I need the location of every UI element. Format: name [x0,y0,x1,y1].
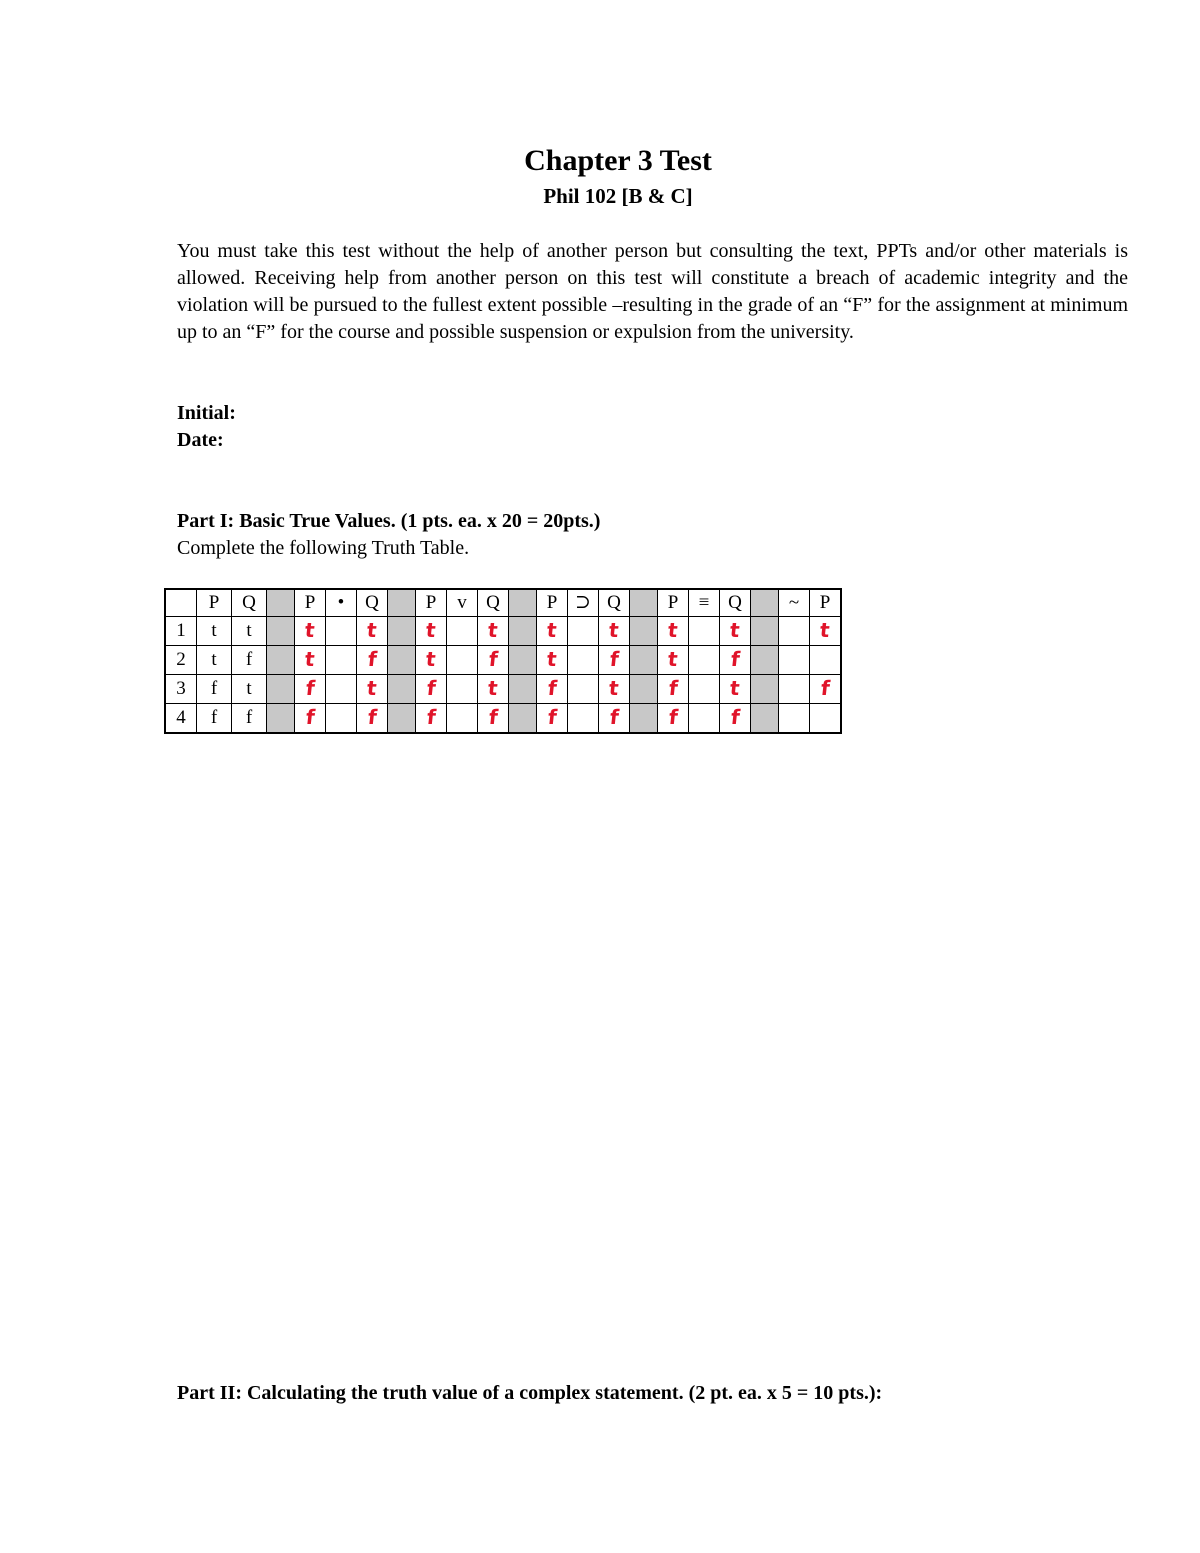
integrity-notice: You must take this test without the help of another person but consulting the text, PPTs and/or other materials is allowed. Receiving help from another person on this test will constitute a breach of academic integrity and the violation will be pursued to the fullest extent possible –resulting in the grade of an “F” for the assignment at minimum up to an “F” for the course and possible suspension or expulsion from the university. [177,240,1128,343]
answer-cell[interactable] [537,704,568,734]
course-subtitle: Phil 102 [B & C] [543,184,693,208]
handwritten-answer: t [424,647,438,671]
answer-cell[interactable] [357,617,388,646]
cell-q: t [232,675,267,704]
handwritten-answer: t [303,647,317,671]
shaded-separator [751,646,779,675]
header-cell [165,589,197,617]
handwritten-answer: f [425,676,437,700]
answer-cell[interactable] [810,704,842,734]
blank-cell[interactable] [568,646,599,675]
part1-heading: Part I: Basic True Values. (1 pts. ea. x 20 = 20pts.) [177,510,601,532]
header-cell: ~ [779,589,810,617]
blank-cell[interactable] [326,675,357,704]
answer-cell[interactable] [720,704,751,734]
shaded-separator [388,589,416,617]
blank-cell[interactable] [779,646,810,675]
answer-cell[interactable] [599,646,630,675]
handwritten-answer: f [608,647,620,671]
truth-table-row [165,675,841,704]
row-number: 4 [165,704,197,734]
answer-cell[interactable] [599,675,630,704]
cell-p: f [197,675,232,704]
blank-cell[interactable] [326,617,357,646]
shaded-separator [630,617,658,646]
cell-q: f [232,704,267,734]
header-cell: ⊃ [568,589,599,617]
answer-cell[interactable] [478,646,509,675]
handwritten-answer: t [666,618,680,642]
header-cell: Q [357,589,388,617]
answer-cell[interactable] [537,675,568,704]
blank-cell[interactable] [779,617,810,646]
answer-cell[interactable] [357,675,388,704]
header-cell: v [447,589,478,617]
cell-q: t [232,617,267,646]
shaded-separator [267,617,295,646]
header-cell: Q [478,589,509,617]
blank-cell[interactable] [689,646,720,675]
handwritten-answer: f [546,676,558,700]
header-cell: • [326,589,357,617]
shaded-separator [630,704,658,734]
answer-cell[interactable] [295,617,326,646]
handwritten-answer: t [486,676,500,700]
initial-label: Initial: [177,402,236,424]
cell-q: f [232,646,267,675]
blank-cell[interactable] [568,704,599,734]
row-number: 3 [165,675,197,704]
shaded-separator [751,675,779,704]
header-cell: ≡ [689,589,720,617]
answer-cell[interactable] [295,675,326,704]
handwritten-answer: f [366,647,378,671]
handwritten-answer: t [303,618,317,642]
shaded-separator [267,704,295,734]
row-number: 1 [165,617,197,646]
handwritten-answer: t [607,676,621,700]
truth-table-row [165,617,841,646]
answer-cell[interactable] [416,617,447,646]
blank-cell[interactable] [447,646,478,675]
row-number: 2 [165,646,197,675]
handwritten-answer: t [666,647,680,671]
answer-cell[interactable] [295,704,326,734]
shaded-separator [509,646,537,675]
blank-cell[interactable] [447,704,478,734]
cell-p: t [197,646,232,675]
shaded-separator [630,646,658,675]
shaded-separator [630,675,658,704]
header-cell: P [537,589,568,617]
date-label: Date: [177,429,224,451]
answer-cell[interactable] [658,704,689,734]
handwritten-answer: f [608,705,620,729]
shaded-separator [509,617,537,646]
truth-table-row [165,646,841,675]
blank-cell[interactable] [689,675,720,704]
blank-cell[interactable] [447,675,478,704]
answer-cell[interactable] [478,617,509,646]
answer-cell[interactable] [810,675,842,704]
answer-cell[interactable] [478,704,509,734]
cell-p: t [197,617,232,646]
answer-cell[interactable] [658,646,689,675]
shaded-separator [509,675,537,704]
cell-p: f [197,704,232,734]
answer-cell[interactable] [810,646,842,675]
shaded-separator [267,589,295,617]
header-cell: Q [232,589,267,617]
truth-table-row [165,704,841,734]
blank-cell[interactable] [326,646,357,675]
answer-cell[interactable] [478,675,509,704]
shaded-separator [630,589,658,617]
answer-cell[interactable] [658,617,689,646]
blank-cell[interactable] [689,704,720,734]
answer-cell[interactable] [720,617,751,646]
answer-cell[interactable] [416,704,447,734]
blank-cell[interactable] [689,617,720,646]
header-cell: Q [599,589,630,617]
blank-cell[interactable] [326,704,357,734]
handwritten-answer: t [728,676,742,700]
truth-table [164,588,842,734]
blank-cell[interactable] [447,617,478,646]
shaded-separator [267,646,295,675]
answer-cell[interactable] [810,617,842,646]
answer-cell[interactable] [357,646,388,675]
blank-cell[interactable] [568,617,599,646]
truth-table-header-row [165,589,841,617]
shaded-separator [388,675,416,704]
answer-cell[interactable] [720,646,751,675]
header-cell: P [810,589,842,617]
part1-instruction: Complete the following Truth Table. [177,537,470,559]
blank-cell[interactable] [779,704,810,734]
shaded-separator [388,617,416,646]
handwritten-answer: f [546,705,558,729]
answer-cell[interactable] [537,646,568,675]
handwritten-answer: f [304,705,316,729]
answer-cell[interactable] [416,675,447,704]
handwritten-answer: f [304,676,316,700]
handwritten-answer: t [424,618,438,642]
header-cell: P [416,589,447,617]
answer-cell[interactable] [537,617,568,646]
part2-heading: Part II: Calculating the truth value of a complex statement. (2 pt. ea. x 5 = 10 pts.): [177,1382,883,1404]
shaded-separator [388,704,416,734]
shaded-separator [509,589,537,617]
handwritten-answer: t [818,618,832,642]
header-cell: P [658,589,689,617]
answer-cell[interactable] [416,646,447,675]
handwritten-answer: f [729,647,741,671]
handwritten-answer: f [425,705,437,729]
handwritten-answer: f [819,676,831,700]
handwritten-answer: f [366,705,378,729]
shaded-separator [388,646,416,675]
handwritten-answer: t [728,618,742,642]
header-cell: Q [720,589,751,617]
answer-cell[interactable] [599,617,630,646]
answer-cell[interactable] [295,646,326,675]
shaded-separator [751,704,779,734]
shaded-separator [267,675,295,704]
shaded-separator [509,704,537,734]
page-title: Chapter 3 Test [524,144,712,177]
handwritten-answer: t [545,647,559,671]
handwritten-answer: f [487,647,499,671]
header-cell: P [295,589,326,617]
handwritten-answer: t [486,618,500,642]
handwritten-answer: f [667,705,679,729]
handwritten-answer: t [365,676,379,700]
handwritten-answer: t [607,618,621,642]
handwritten-answer: t [365,618,379,642]
handwritten-answer: f [667,676,679,700]
handwritten-answer: t [545,618,559,642]
shaded-separator [751,589,779,617]
handwritten-answer: f [487,705,499,729]
blank-cell[interactable] [779,675,810,704]
answer-cell[interactable] [658,675,689,704]
header-cell: P [197,589,232,617]
blank-cell[interactable] [568,675,599,704]
shaded-separator [751,617,779,646]
answer-cell[interactable] [720,675,751,704]
handwritten-answer: f [729,705,741,729]
answer-cell[interactable] [599,704,630,734]
answer-cell[interactable] [357,704,388,734]
